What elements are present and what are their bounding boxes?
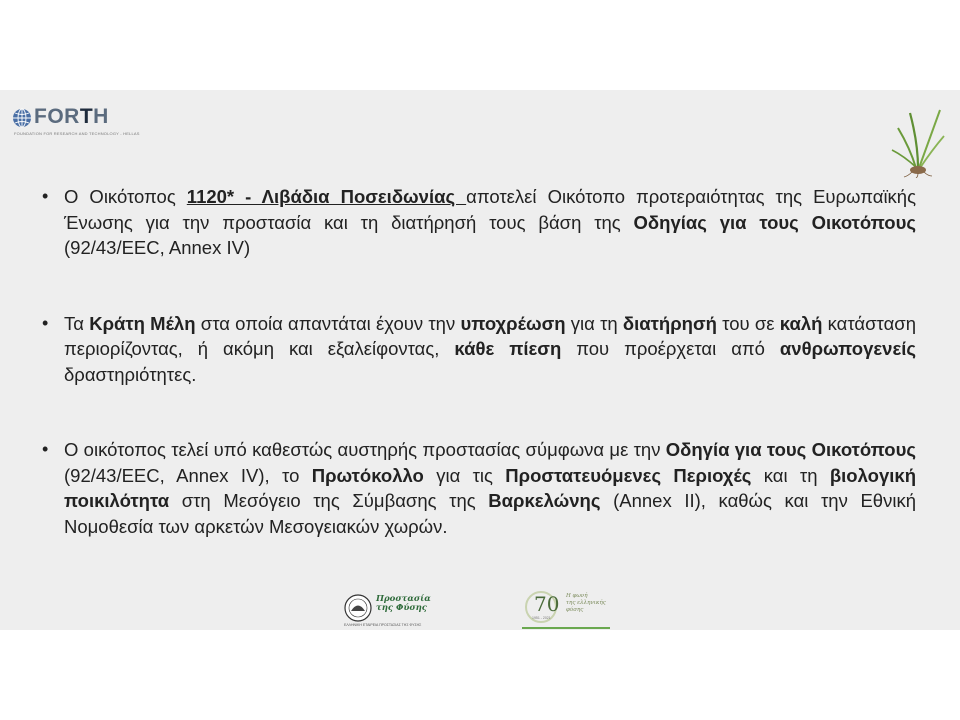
text-segment: διατήρησή [622, 312, 717, 334]
text-segment: Κράτη Μέλη [89, 312, 196, 334]
bullet-list [40, 184, 916, 589]
anniversary-tag3: φύσης [566, 607, 584, 613]
text-segment: Τα [64, 312, 90, 334]
anniversary-number: 70 [534, 592, 560, 616]
footer-logos [340, 590, 620, 630]
text-segment: υποχρέωση [460, 312, 566, 334]
text-segment: στη Μεσόγειο της Σύμβασης της [169, 490, 489, 511]
bullet-item [40, 437, 916, 539]
seagrass-illustration-icon [888, 98, 948, 178]
text-segment: 1120* - Λιβάδια Ποσειδωνίας [186, 186, 467, 207]
forth-subtitle: FOUNDATION FOR RESEARCH AND TECHNOLOGY - HELLAS [14, 131, 140, 136]
text-segment: που προέρχεται από [561, 338, 780, 359]
anniversary-tag2: της ελληνικής [566, 600, 606, 606]
forth-word-a: FOR [34, 105, 80, 128]
prostasia-title [376, 595, 431, 613]
forth-word-b: T [79, 105, 94, 128]
bullet-text [64, 186, 916, 258]
text-segment: και τη [751, 464, 830, 486]
slide [0, 90, 960, 630]
text-segment: (Annex II), καθώς και την Εθνική Νομοθεσία των αρκετών Μεσογειακών χωρών. [64, 490, 916, 537]
text-segment: καλή [779, 312, 823, 334]
text-segment: (92/43/EEC, Annex IV), το [64, 464, 312, 486]
prostasia-line2: της Φύσης [376, 603, 427, 613]
text-segment: Προστατευόμενες Περιοχές [505, 464, 752, 486]
bullet-dot: • [42, 439, 49, 459]
text-segment: (92/43/EEC, Annex IV) [64, 237, 251, 258]
text-segment: αποτελεί Οικότοπο προτεραιότητας της Ευρωπαϊκής Ένωσης για την προστασία και τη διατήρησή τους βάση της [64, 186, 917, 233]
anniversary-logo [518, 590, 610, 630]
bullet-text [64, 439, 916, 537]
prostasia-subtitle: ΕΛΛΗΝΙΚΗ ΕΤΑΙΡΕΙΑ ΠΡΟΣΤΑΣΙΑΣ ΤΗΣ ΦΥΣΗΣ [344, 623, 422, 627]
forth-word-c: H [93, 105, 109, 128]
globe-icon [12, 108, 32, 128]
bullet-dot: • [42, 312, 49, 333]
text-segment: κατάσταση περιορίζοντας, ή ακόμη και εξαλείφοντας, [64, 312, 916, 359]
text-segment: Ο οικότοπος τελεί υπό καθεστώς αυστηρής προστασίας σύμφωνα με την [64, 439, 666, 460]
text-segment: στα οποία απαντάται έχουν την [195, 312, 461, 334]
forth-wordmark [34, 105, 109, 129]
text-segment: του σε [716, 312, 780, 334]
bullet-item [40, 184, 916, 261]
prostasia-line1: Προστασία [376, 594, 431, 604]
text-segment: δραστηριότητες. [64, 363, 197, 385]
text-segment: για τις [423, 464, 506, 486]
text-segment: Βαρκελώνης [488, 490, 601, 511]
text-segment: Πρωτόκολλο [311, 464, 424, 486]
anniversary-tag1: Η φωνή [566, 593, 588, 599]
text-segment: κάθε πίεση [454, 338, 562, 359]
nature-seal-icon [344, 594, 372, 622]
bullet-item [40, 311, 916, 388]
prostasia-logo [344, 592, 454, 628]
bullet-dot: • [42, 186, 49, 206]
bullet-text [64, 313, 916, 385]
anniversary-tagline [566, 593, 606, 614]
green-underline [522, 627, 610, 629]
text-segment: Ο Οικότοπος [64, 186, 187, 207]
text-segment: βιολογική ποικιλότητα [64, 464, 916, 511]
text-segment: Οδηγίας για τους Οικοτόπους [633, 211, 916, 233]
anniversary-years: 1951 - 2021 [532, 616, 551, 620]
text-segment: για τη [565, 312, 623, 334]
text-segment: ανθρωπογενείς [779, 338, 916, 359]
forth-logo [12, 104, 142, 136]
text-segment: Οδηγία για τους Οικοτόπους [665, 439, 916, 460]
